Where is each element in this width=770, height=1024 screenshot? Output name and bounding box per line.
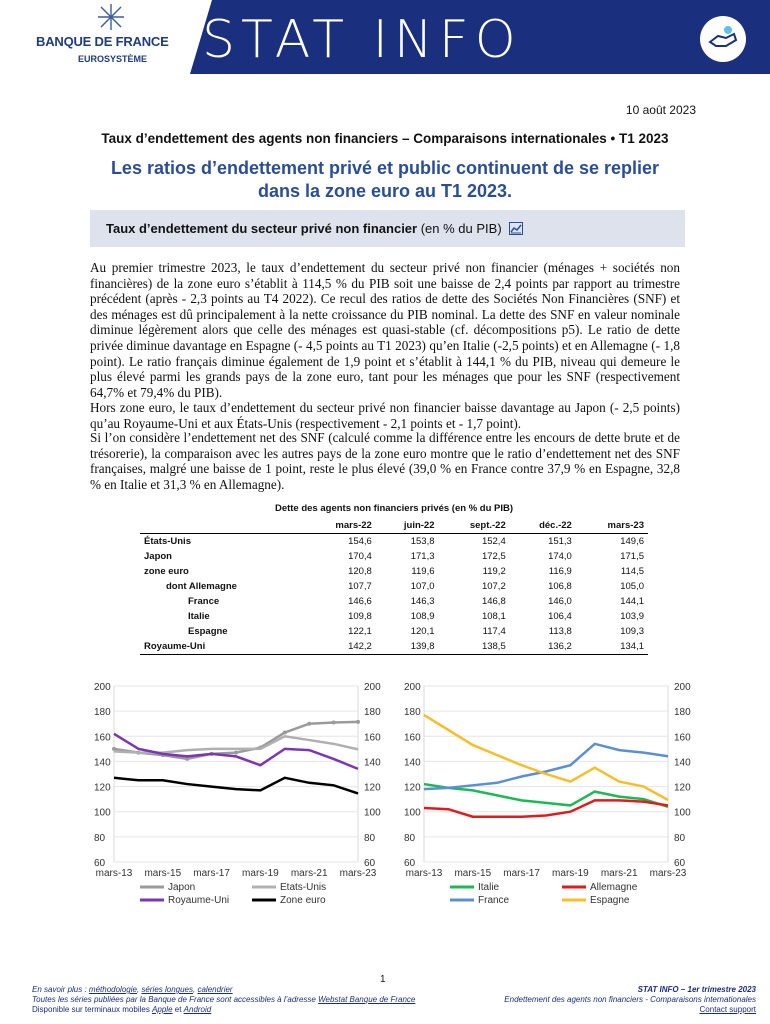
footer-more-label: En savoir plus : [32, 985, 89, 994]
table-cell: 154,6 [348, 536, 372, 547]
banner-title: STAT INFO [202, 10, 522, 70]
table-cell: 146,0 [548, 596, 572, 607]
y-tick-label-right: 200 [674, 682, 691, 693]
table-row-label: Italie [188, 611, 210, 622]
table-header-cell: sept.-22 [439, 518, 510, 534]
table-cell: 120,1 [410, 626, 435, 637]
y-tick-label-left: 100 [94, 807, 111, 819]
series-point [307, 722, 311, 726]
table-row [140, 624, 648, 639]
y-tick-label-right: 60 [674, 858, 686, 869]
table-cell: 136,2 [510, 639, 576, 655]
series-point [356, 720, 360, 724]
series-point [283, 731, 287, 735]
y-tick-label-left: 60 [404, 858, 416, 869]
table-cell: 108,9 [410, 611, 435, 622]
paragraph-2: Si l’on considère l’endettement net des SNF (calculé comme la différence entre les encours de dette brute et de trésorerie), la comparaison avec les autres pays de la zone euro montre que le ratio d’endettement net des SNF françaises, malgré une baisse de 1 point, reste le plus élevé (39,0 % en France contre 37,9 % en Espagne, 32,8 % en Italie et 31,3 % en Allemagne). [90, 430, 680, 492]
table-cell: 153,8 [410, 536, 435, 547]
chart-right [400, 676, 700, 916]
debt-table [140, 518, 648, 655]
table-row-label: Espagne [188, 626, 228, 637]
y-tick-label-right: 180 [364, 707, 381, 719]
paragraph-1b: Hors zone euro, le taux d’endettement du secteur privé non financier baisse davantage au Japon (- 2,5 points) qu’au Royaume-Uni et aux États-Unis (respectivement - 2,1 points et - 1,7 point). [90, 400, 680, 431]
publication-date: 10 août 2023 [625, 103, 696, 117]
footer-series-text: Toutes les séries publiées par la Banque de France sont accessibles à l’adresse [32, 995, 319, 1004]
table-row-label: dont Allemagne [166, 581, 237, 592]
table-row-label: zone euro [144, 566, 189, 577]
table-row [140, 534, 648, 550]
x-tick-label: mars-21 [290, 868, 328, 879]
y-tick-label-left: 160 [404, 732, 421, 744]
y-tick-label-right: 80 [364, 832, 376, 844]
legend-label: Espagne [590, 895, 630, 906]
table-row-label: Japon [144, 551, 172, 562]
x-tick-label: mars-13 [405, 868, 443, 879]
table-cell: 171,5 [620, 551, 644, 562]
y-tick-label-left: 80 [94, 832, 106, 844]
table-cell: 138,5 [439, 639, 510, 655]
x-tick-label: mars-15 [144, 868, 182, 879]
table-cell: 139,8 [376, 639, 439, 655]
table-cell: 113,8 [548, 626, 572, 637]
page-header [0, 0, 770, 80]
x-tick-label: mars-21 [600, 868, 638, 879]
link-webstat[interactable]: Webstat Banque de France [318, 995, 416, 1004]
table-cell: 109,3 [620, 626, 644, 637]
table-cell: 106,4 [548, 611, 572, 622]
bdf-star-logo-icon [96, 2, 126, 32]
footer-issue: STAT INFO – 1er trimestre 2023 [637, 985, 756, 994]
table-header-cell: mars-22 [304, 518, 376, 534]
y-tick-label-left: 180 [94, 707, 111, 719]
y-tick-label-left: 120 [94, 782, 111, 794]
y-tick-label-left: 200 [404, 682, 421, 693]
x-tick-label: mars-17 [193, 868, 230, 879]
link-methodologie[interactable]: méthodologie [88, 985, 137, 994]
x-tick-label: mars-13 [95, 868, 133, 879]
table-cell: 114,5 [620, 566, 644, 577]
table-cell: 107,0 [410, 581, 435, 592]
legend-label: Italie [478, 882, 500, 893]
y-tick-label-right: 60 [364, 858, 376, 869]
table-cell: 109,8 [348, 611, 372, 622]
table-cell: 120,8 [348, 566, 372, 577]
chart-link-icon[interactable] [509, 222, 523, 235]
link-android[interactable]: Android [183, 1005, 212, 1014]
y-tick-label-right: 100 [674, 807, 691, 819]
table-row [140, 549, 648, 564]
x-tick-label: mars-17 [503, 868, 540, 879]
table-cell: 122,1 [348, 626, 372, 637]
y-tick-label-left: 140 [94, 757, 111, 769]
y-tick-label-right: 120 [364, 782, 381, 794]
link-apple[interactable]: Apple [152, 1005, 173, 1014]
y-tick-label-right: 80 [674, 832, 686, 844]
page-number: 1 [380, 974, 386, 985]
table-cell: 142,2 [304, 639, 376, 655]
table-cell: 134,1 [576, 639, 648, 655]
table-cell: 103,9 [620, 611, 644, 622]
table-row [140, 579, 648, 594]
y-tick-label-left: 140 [404, 757, 421, 769]
table-cell: 116,9 [548, 566, 572, 577]
table-header-cell: mars-23 [576, 518, 648, 534]
table-cell: 119,2 [482, 566, 506, 577]
y-tick-label-left: 180 [404, 707, 421, 719]
legend-label: Etats-Unis [280, 882, 327, 893]
footer-mobile-text: Disponible sur terminaux mobiles [32, 1005, 153, 1014]
y-tick-label-right: 120 [674, 782, 691, 794]
table-header-cell: déc.-22 [510, 518, 576, 534]
table-row [140, 609, 648, 624]
table-cell: 117,4 [482, 626, 506, 637]
footer-right [504, 985, 756, 1015]
table-cell: 149,6 [620, 536, 644, 547]
y-tick-label-right: 160 [364, 732, 381, 744]
table-header-row [140, 518, 648, 534]
table-row-label: Royaume-Uni [140, 639, 304, 655]
table-cell: 172,5 [481, 551, 506, 562]
table-cell: 105,0 [620, 581, 644, 592]
y-tick-label-left: 160 [94, 732, 111, 744]
table-header-cell: juin-22 [376, 518, 439, 534]
table-cell: 144,1 [620, 596, 644, 607]
table-title: Dette des agents non financiers privés (en % du PIB) [274, 503, 514, 514]
table-row-label: France [188, 596, 220, 607]
table-cell: 146,8 [481, 596, 506, 607]
table-cell: 108,1 [481, 611, 506, 622]
legend-label: Japon [168, 882, 196, 893]
bdf-logo-subtitle: EUROSYSTÈME [78, 54, 148, 64]
series-point [332, 720, 336, 724]
headline [40, 157, 730, 203]
footer-left: En savoir plus : méthodologie, séries longues, calendrier Toutes les séries publiées par la Banque de France sont accessibles à l’adresse Webstat Banque de France Disponible sur terminaux mobiles Apple et Android [32, 985, 416, 1014]
table-cell: 119,6 [411, 566, 435, 577]
footer-doc-title: Endettement des agents non financiers - Comparaisons internationales [504, 995, 756, 1004]
bdf-logo-name: BANQUE DE FRANCE [36, 34, 169, 49]
legend-label: Allemagne [590, 882, 638, 893]
x-tick-label: mars-23 [649, 868, 687, 879]
footer-and-text: et [172, 1005, 184, 1014]
table-cell: 106,8 [548, 581, 572, 592]
table-header-cell [140, 518, 304, 534]
table-cell: 170,4 [348, 551, 372, 562]
table-row [140, 564, 648, 579]
table-row [140, 639, 648, 655]
y-tick-label-right: 160 [674, 732, 691, 744]
table-cell: 146,3 [410, 596, 435, 607]
section-title [106, 221, 523, 236]
y-tick-label-left: 80 [404, 832, 416, 844]
table-cell: 151,3 [548, 536, 572, 547]
y-tick-label-right: 100 [364, 807, 381, 819]
y-tick-label-left: 200 [94, 682, 111, 693]
table-cell: 152,4 [481, 536, 506, 547]
y-tick-label-right: 200 [364, 682, 381, 693]
table-cell: 107,7 [348, 581, 372, 592]
y-tick-label-left: 120 [404, 782, 421, 794]
paragraph-1 [90, 260, 680, 432]
headline-line-1: Les ratios d’endettement privé et public continuent de se replier [110, 158, 660, 178]
paragraph-1a: Au premier trimestre 2023, le taux d’endettement du secteur privé non financier (ménages + sociétés non financières) de la zone euro s’établit à 114,5 % du PIB soit une baisse de 2,4 points par rapport au trimestre précédent (après - 2,3 points au T4 2022). Ce recul des ratios de dette des Sociétés Non Financières (SNF) et des ménages est dû principalement à la nette croissance du PIB nominal. La dette des SNF en valeur nominale diminue légèrement alors que celle des ménages est quasi-stable (cf. décompositions p5). Le ratio de dette privée diminue davantage en Espagne (- 4,5 points au T1 2023) qu’en Italie (-2,5 points) et en Allemagne (- 1,8 point). Le ratio français diminue également de 1,9 point et s’établit à 144,1 % du PIB, niveau qui demeure le plus élevé parmi les grands pays de la zone euro, tant pour les ménages que pour les SNF (respectivement 64,7% et 79,4% du PIB). [90, 260, 680, 400]
x-tick-label: mars-15 [454, 868, 492, 879]
section-title-bold: Taux d’endettement du secteur privé non financier [106, 221, 418, 236]
series-point [234, 751, 238, 755]
x-tick-label: mars-19 [242, 868, 279, 879]
x-tick-label: mars-19 [552, 868, 589, 879]
headline-line-2: dans la zone euro au T1 2023. [257, 181, 513, 201]
section-title-unit: (en % du PIB) [417, 221, 502, 236]
y-tick-label-right: 140 [364, 757, 381, 769]
link-contact-support[interactable]: Contact support [699, 1005, 756, 1014]
plot-area [114, 686, 358, 862]
chart-left [90, 676, 390, 916]
table-cell: 174,0 [548, 551, 572, 562]
section-header [90, 210, 685, 247]
table-row-label: États-Unis [144, 536, 191, 547]
table-cell: 171,3 [410, 551, 435, 562]
y-tick-label-right: 180 [674, 707, 691, 719]
x-tick-label: mars-23 [339, 868, 377, 879]
table-cell: 107,2 [481, 581, 506, 592]
handshake-icon [700, 16, 746, 62]
legend-label: France [478, 895, 510, 906]
document-subtitle: Taux d’endettement des agents non financiers – Comparaisons internationales • T1 2023 [101, 131, 669, 146]
y-tick-label-left: 60 [94, 858, 106, 869]
table-row [140, 594, 648, 609]
link-calendrier[interactable]: calendrier [197, 985, 233, 994]
legend-label: Royaume-Uni [168, 895, 230, 906]
y-tick-label-right: 140 [674, 757, 691, 769]
y-tick-label-left: 100 [404, 807, 421, 819]
link-series-longues[interactable]: séries longues [141, 985, 194, 994]
legend-label: Zone euro [280, 895, 326, 906]
table-cell: 146,6 [348, 596, 372, 607]
